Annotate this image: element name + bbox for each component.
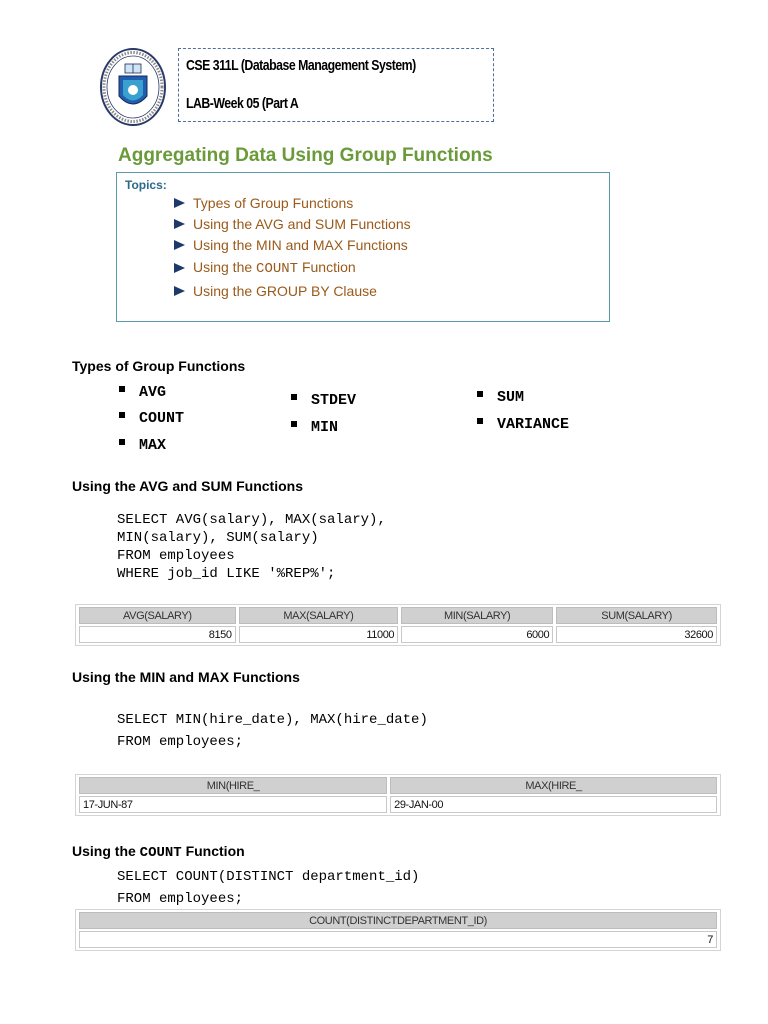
arrow-bullet-icon [174,219,185,229]
function-item [477,416,569,433]
count-heading-post: Function [181,843,245,859]
column-header: MAX(HIRE_ [390,777,717,794]
count-heading-code: COUNT [139,845,182,861]
topic-item [174,216,411,232]
topic-text: Types of Group Functions [193,195,354,211]
min-max-code: SELECT MIN(hire_date), MAX(hire_date) FROM employees; [117,712,428,750]
table-cell: 11000 [239,626,399,643]
table-cell: 17-JUN-87 [79,796,387,813]
function-name: MAX [139,437,167,454]
function-name: STDEV [311,392,357,409]
column-header: COUNT(DISTINCTDEPARTMENT_ID) [79,912,717,929]
function-item [477,389,524,406]
square-bullet-icon [119,412,125,418]
function-name: COUNT [139,410,185,427]
function-item [119,384,166,401]
min-max-result-table [75,774,721,816]
topic-text: Using the MIN and MAX Functions [193,237,408,253]
lab-title: LAB-Week 05 (Part A [186,95,299,112]
square-bullet-icon [119,439,125,445]
table-row [79,796,717,813]
topic-item [174,195,353,211]
count-heading [72,843,245,861]
page-title: Aggregating Data Using Group Functions [118,145,493,166]
table-row [79,626,717,643]
count-code: SELECT COUNT(DISTINCT department_id) FROM employees; [117,869,420,907]
function-item [291,392,356,409]
avg-sum-code: SELECT AVG(salary), MAX(salary), MIN(salary), SUM(salary) FROM employees WHERE job_id LIKE '%REP%'; [117,512,386,582]
table-cell: 7 [79,931,717,948]
avg-sum-heading: Using the AVG and SUM Functions [72,478,303,494]
topic-text-post: Function [298,259,356,275]
table-cell: 29-JAN-00 [390,796,717,813]
function-name: SUM [497,389,525,406]
count-result-table [75,909,721,951]
university-seal-logo [99,46,167,128]
column-header: MAX(SALARY) [239,607,399,624]
table-cell: 8150 [79,626,236,643]
topic-text: Using the GROUP BY Clause [193,283,377,299]
column-header: SUM(SALARY) [556,607,717,624]
function-name: MIN [311,419,339,436]
function-name: VARIANCE [497,416,570,433]
topic-item [174,237,408,253]
square-bullet-icon [291,421,297,427]
arrow-bullet-icon [174,263,185,273]
arrow-bullet-icon [174,198,185,208]
arrow-bullet-icon [174,286,185,296]
function-item [291,419,338,436]
square-bullet-icon [291,394,297,400]
column-header: AVG(SALARY) [79,607,236,624]
table-cell: 32600 [556,626,717,643]
topic-text-pre: Using the [193,259,257,275]
topic-text: Using the AVG and SUM Functions [193,216,411,232]
function-name: AVG [139,384,167,401]
table-row [79,931,717,948]
arrow-bullet-icon [174,240,185,250]
column-header: MIN(HIRE_ [79,777,387,794]
table-cell: 6000 [401,626,553,643]
course-title: CSE 311L (Database Management System) [186,57,416,74]
topic-item [174,259,356,277]
topic-item [174,283,377,299]
min-max-heading: Using the MIN and MAX Functions [72,669,300,685]
function-item [119,437,166,454]
topics-label: Topics: [125,178,167,192]
topic-code: COUNT [256,261,299,277]
avg-sum-result-table [75,604,721,646]
column-header: MIN(SALARY) [401,607,553,624]
square-bullet-icon [477,418,483,424]
square-bullet-icon [119,386,125,392]
function-item [119,410,184,427]
topic-text [193,259,356,277]
square-bullet-icon [477,391,483,397]
count-heading-pre: Using the [72,843,140,859]
types-heading: Types of Group Functions [72,358,246,374]
